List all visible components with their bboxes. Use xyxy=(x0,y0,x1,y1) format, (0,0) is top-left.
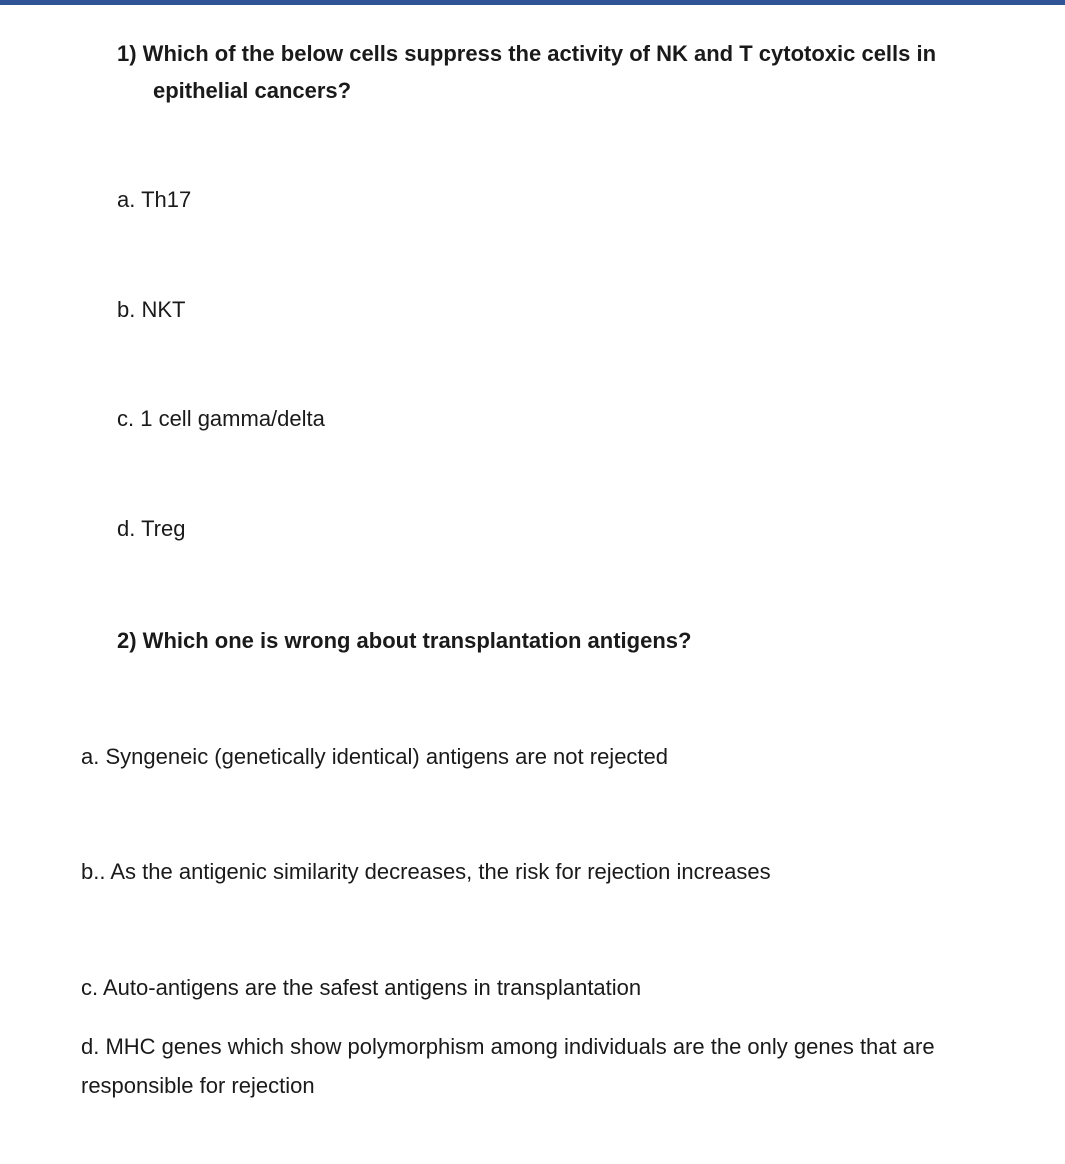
question-1-option-d: d. Treg xyxy=(117,516,186,541)
question-2-title: 2) Which one is wrong about transplantation antigens? xyxy=(117,628,692,653)
question-2-option-c: c. Auto-antigens are the safest antigens in transplantation xyxy=(81,975,642,1000)
document-top-border xyxy=(0,0,1065,5)
question-2-option-b: b.. As the antigenic similarity decreases, the risk for rejection increases xyxy=(81,859,771,884)
question-2-option-a: a. Syngeneic (genetically identical) antigens are not rejected xyxy=(81,744,669,769)
question-1-title-line-2: epithelial cancers? xyxy=(153,78,352,103)
question-2-option-d-line-1: d. MHC genes which show polymorphism among individuals are the only genes that are xyxy=(81,1034,935,1059)
question-1-title-line-1: 1) Which of the below cells suppress the activity of NK and T cytotoxic cells in xyxy=(117,41,937,66)
question-1-option-b: b. NKT xyxy=(117,297,186,322)
question-1-option-c: c. 1 cell gamma/delta xyxy=(117,406,325,431)
question-1-option-a: a. Th17 xyxy=(117,187,192,212)
question-2-option-d-line-2: responsible for rejection xyxy=(81,1073,315,1098)
